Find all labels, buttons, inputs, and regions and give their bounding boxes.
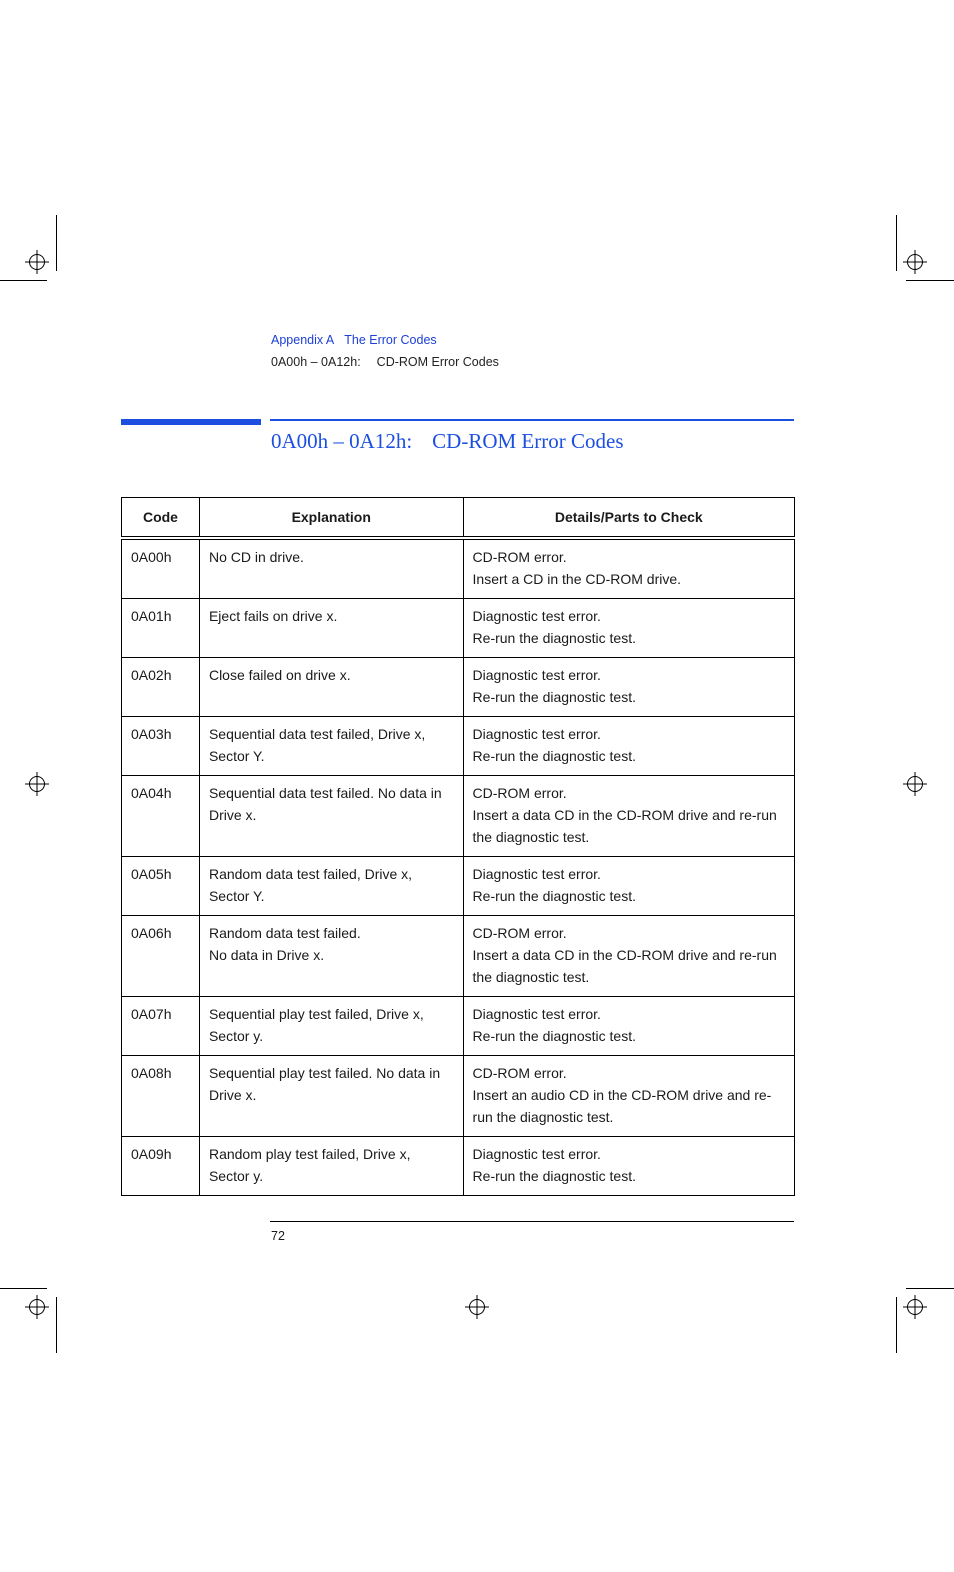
cell-explanation — [199, 1137, 463, 1196]
header-range: 0A00h – 0A12h: — [271, 355, 361, 369]
details-line: CD-ROM error. — [472, 549, 567, 565]
column-header-explanation: Explanation — [199, 498, 463, 539]
details-line: Diagnostic test error. — [472, 1146, 601, 1162]
cell-details — [463, 658, 794, 717]
registration-mark-icon — [903, 1295, 927, 1319]
explanation-line: No CD in drive. — [208, 549, 304, 565]
registration-mark-icon — [903, 250, 927, 274]
cell-code: 0A07h — [122, 997, 200, 1056]
details-line: Re-run the diagnostic test. — [472, 630, 636, 646]
details-line: Insert a data CD in the CD-ROM drive and re-run the diagnostic test. — [472, 807, 777, 845]
details-line: Diagnostic test error. — [472, 1006, 601, 1022]
details-line: Diagnostic test error. — [472, 866, 601, 882]
details-line: Re-run the diagnostic test. — [472, 748, 636, 764]
cell-code: 0A06h — [122, 916, 200, 997]
explanation-line: Close failed on drive x. — [208, 667, 351, 683]
explanation-line: Random data test failed. — [208, 925, 361, 941]
crop-mark-bottom-right-vertical — [896, 1297, 897, 1353]
details-line: CD-ROM error. — [472, 1065, 567, 1081]
cell-code: 0A08h — [122, 1056, 200, 1137]
explanation-line: Random data test failed, Drive x, — [208, 866, 413, 882]
cell-explanation — [199, 658, 463, 717]
page-title-text: CD-ROM Error Codes — [432, 429, 624, 453]
cell-explanation — [199, 538, 463, 599]
table-row — [122, 599, 795, 658]
page-number: 72 — [271, 1229, 285, 1243]
details-line: CD-ROM error. — [472, 785, 567, 801]
breadcrumb-appendix: Appendix A — [271, 333, 335, 347]
header-subtitle — [271, 351, 499, 373]
cell-code: 0A03h — [122, 717, 200, 776]
cell-code: 0A01h — [122, 599, 200, 658]
explanation-line: No data in Drive x. — [208, 947, 325, 963]
cell-explanation — [199, 857, 463, 916]
cell-details — [463, 1056, 794, 1137]
table-row — [122, 997, 795, 1056]
explanation-line: Sector Y. — [208, 888, 265, 904]
page-title — [271, 429, 624, 454]
cell-code: 0A04h — [122, 776, 200, 857]
table-row — [122, 538, 795, 599]
cell-details — [463, 538, 794, 599]
cell-details — [463, 717, 794, 776]
explanation-line: Sequential play test failed. No data in Drive x. — [208, 1065, 441, 1103]
explanation-line: Sector y. — [208, 1168, 264, 1184]
registration-mark-icon — [25, 1295, 49, 1319]
details-line: Re-run the diagnostic test. — [472, 1168, 636, 1184]
cell-details — [463, 857, 794, 916]
cell-explanation — [199, 997, 463, 1056]
crop-mark-bottom-right-horizontal — [906, 1288, 954, 1289]
crop-mark-top-right-horizontal — [906, 280, 954, 281]
section-title-rule — [270, 419, 794, 421]
crop-mark-top-right-vertical — [896, 215, 897, 271]
cell-details — [463, 776, 794, 857]
explanation-line: Eject fails on drive x. — [208, 608, 338, 624]
running-header — [271, 329, 499, 373]
details-line: Insert a CD in the CD-ROM drive. — [472, 571, 682, 587]
details-line: Insert a data CD in the CD-ROM drive and re-run the diagnostic test. — [472, 947, 777, 985]
cell-details — [463, 1137, 794, 1196]
explanation-line: Sequential play test failed, Drive x, Sector y. — [208, 1006, 424, 1044]
details-line: Diagnostic test error. — [472, 726, 601, 742]
details-line: CD-ROM error. — [472, 925, 567, 941]
table-row — [122, 776, 795, 857]
crop-mark-bottom-left-vertical — [56, 1297, 57, 1353]
crop-mark-bottom-left-horizontal — [0, 1288, 47, 1289]
footer-rule — [270, 1221, 794, 1222]
crop-mark-top-left-horizontal — [0, 280, 47, 281]
details-line: Diagnostic test error. — [472, 608, 601, 624]
column-header-code: Code — [122, 498, 200, 539]
explanation-line: Sequential data test failed. No data in Drive x. — [208, 785, 442, 823]
table-header-row — [122, 498, 795, 539]
details-line: Re-run the diagnostic test. — [472, 1028, 636, 1044]
explanation-line: Sequential data test failed, Drive x, — [208, 726, 426, 742]
explanation-line: Sector Y. — [208, 748, 265, 764]
table-body — [122, 538, 795, 1196]
table-row — [122, 1137, 795, 1196]
table-row — [122, 717, 795, 776]
breadcrumb — [271, 329, 499, 351]
table-row — [122, 857, 795, 916]
table-row — [122, 658, 795, 717]
details-line: Insert an audio CD in the CD-ROM drive and re-run the diagnostic test. — [472, 1087, 772, 1125]
cell-details — [463, 916, 794, 997]
cell-code: 0A05h — [122, 857, 200, 916]
crop-mark-top-left-vertical — [56, 215, 57, 271]
column-header-details: Details/Parts to Check — [463, 498, 794, 539]
breadcrumb-appendix-title: The Error Codes — [344, 333, 437, 347]
cell-explanation — [199, 776, 463, 857]
registration-mark-icon — [465, 1295, 489, 1319]
section-title-bar — [121, 419, 261, 425]
header-range-title: CD-ROM Error Codes — [376, 355, 499, 369]
table-row — [122, 1056, 795, 1137]
cell-code: 0A00h — [122, 538, 200, 599]
registration-mark-icon — [25, 772, 49, 796]
cell-explanation — [199, 599, 463, 658]
cell-details — [463, 997, 794, 1056]
cell-explanation — [199, 717, 463, 776]
cell-code: 0A09h — [122, 1137, 200, 1196]
page-title-range: 0A00h – 0A12h: — [271, 429, 413, 453]
cell-explanation — [199, 916, 463, 997]
details-line: Re-run the diagnostic test. — [472, 888, 636, 904]
registration-mark-icon — [25, 250, 49, 274]
explanation-line: Random play test failed, Drive x, — [208, 1146, 411, 1162]
cell-explanation — [199, 1056, 463, 1137]
table-row — [122, 916, 795, 997]
details-line: Re-run the diagnostic test. — [472, 689, 636, 705]
details-line: Diagnostic test error. — [472, 667, 601, 683]
cell-code: 0A02h — [122, 658, 200, 717]
error-codes-table — [121, 497, 795, 1196]
registration-mark-icon — [903, 772, 927, 796]
cell-details — [463, 599, 794, 658]
